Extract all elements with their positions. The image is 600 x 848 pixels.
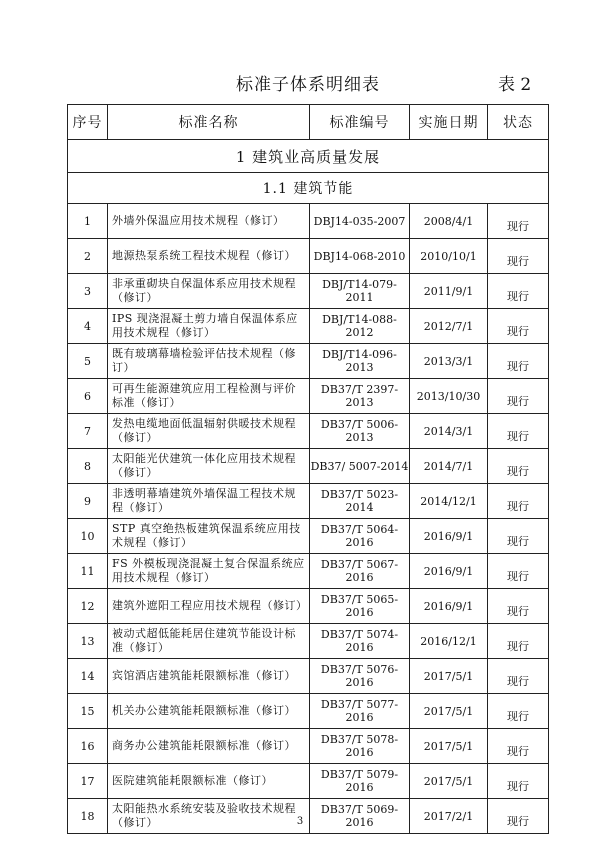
standard-name: 非承重砌块自保温体系应用技术规程（修订） (108, 274, 310, 309)
row-number: 15 (68, 694, 108, 729)
row-number: 6 (68, 379, 108, 414)
status: 现行 (488, 204, 549, 239)
effective-date: 2016/9/1 (410, 589, 488, 624)
effective-date: 2012/7/1 (410, 309, 488, 344)
effective-date: 2013/3/1 (410, 344, 488, 379)
standard-code: DB37/T 5069-2016 (310, 799, 410, 834)
status: 现行 (488, 484, 549, 519)
standard-code: DB37/T 5076-2016 (310, 659, 410, 694)
standard-name: 太阳能光伏建筑一体化应用技术规程（修订） (108, 449, 310, 484)
subsection-heading: 1.1 建筑节能 (68, 173, 549, 204)
effective-date: 2014/12/1 (410, 484, 488, 519)
standard-name: 非透明幕墙建筑外墙保温工程技术规程（修订） (108, 484, 310, 519)
effective-date: 2017/2/1 (410, 799, 488, 834)
status: 现行 (488, 449, 549, 484)
standard-code: DBJ14-035-2007 (310, 204, 410, 239)
standard-code: DB37/T 5079-2016 (310, 764, 410, 799)
column-header-code: 标准编号 (310, 105, 410, 140)
effective-date: 2016/9/1 (410, 519, 488, 554)
standard-name: 太阳能热水系统安装及验收技术规程（修订） (108, 799, 310, 834)
table-row (68, 344, 549, 379)
standard-code: DB37/T 5006-2013 (310, 414, 410, 449)
table-row (68, 554, 549, 589)
section-heading: 1 建筑业高质量发展 (68, 140, 549, 173)
effective-date: 2010/10/1 (410, 239, 488, 274)
standard-code: DB37/T 5078-2016 (310, 729, 410, 764)
status: 现行 (488, 624, 549, 659)
status: 现行 (488, 799, 549, 834)
table-row (68, 239, 549, 274)
section-row (68, 140, 549, 173)
table-row (68, 379, 549, 414)
status: 现行 (488, 764, 549, 799)
status: 现行 (488, 239, 549, 274)
status: 现行 (488, 309, 549, 344)
standard-code: DB37/ 5007-2014 (310, 449, 410, 484)
effective-date: 2017/5/1 (410, 729, 488, 764)
standard-code: DBJ/T14-079-2011 (310, 274, 410, 309)
standard-name: 机关办公建筑能耗限额标准（修订） (108, 694, 310, 729)
table-row (68, 274, 549, 309)
table-row (68, 624, 549, 659)
standard-name: 宾馆酒店建筑能耗限额标准（修订） (108, 659, 310, 694)
row-number: 14 (68, 659, 108, 694)
effective-date: 2014/3/1 (410, 414, 488, 449)
standard-name: 医院建筑能耗限额标准（修订） (108, 764, 310, 799)
table-title: 标准子体系明细表 (236, 75, 380, 95)
standard-code: DB37/T 5077-2016 (310, 694, 410, 729)
row-number: 3 (68, 274, 108, 309)
standard-name: IPS 现浇混凝土剪力墙自保温体系应用技术规程（修订） (108, 309, 310, 344)
row-number: 5 (68, 344, 108, 379)
row-number: 18 (68, 799, 108, 834)
effective-date: 2014/7/1 (410, 449, 488, 484)
row-number: 2 (68, 239, 108, 274)
standard-name: STP 真空绝热板建筑保温系统应用技术规程（修订） (108, 519, 310, 554)
status: 现行 (488, 694, 549, 729)
status: 现行 (488, 659, 549, 694)
row-number: 9 (68, 484, 108, 519)
effective-date: 2011/9/1 (410, 274, 488, 309)
subsection-row (68, 173, 549, 204)
effective-date: 2017/5/1 (410, 694, 488, 729)
status: 现行 (488, 589, 549, 624)
standard-code: DB37/T 5023-2014 (310, 484, 410, 519)
column-header-name: 标准名称 (108, 105, 310, 140)
column-header-status: 状态 (488, 105, 549, 140)
standard-code: DB37/T 5064-2016 (310, 519, 410, 554)
column-header-no: 序号 (68, 105, 108, 140)
standards-table (67, 104, 549, 834)
row-number: 13 (68, 624, 108, 659)
table-number: 表 2 (498, 75, 532, 95)
standard-name: 外墙外保温应用技术规程（修订） (108, 204, 310, 239)
effective-date: 2008/4/1 (410, 204, 488, 239)
status: 现行 (488, 274, 549, 309)
standard-name: 被动式超低能耗居住建筑节能设计标准（修订） (108, 624, 310, 659)
effective-date: 2017/5/1 (410, 764, 488, 799)
standard-code: DB37/T 2397-2013 (310, 379, 410, 414)
page-number: 3 (296, 816, 304, 827)
effective-date: 2017/5/1 (410, 659, 488, 694)
table-row (68, 764, 549, 799)
status: 现行 (488, 379, 549, 414)
effective-date: 2013/10/30 (410, 379, 488, 414)
table-header-row (68, 105, 549, 140)
row-number: 7 (68, 414, 108, 449)
table-row (68, 449, 549, 484)
standard-code: DBJ14-068-2010 (310, 239, 410, 274)
row-number: 16 (68, 729, 108, 764)
document-title (0, 70, 600, 94)
standard-code: DBJ/T14-088-2012 (310, 309, 410, 344)
standard-name: FS 外模板现浇混凝土复合保温系统应用技术规程（修订） (108, 554, 310, 589)
table-row (68, 414, 549, 449)
column-header-date: 实施日期 (410, 105, 488, 140)
status: 现行 (488, 414, 549, 449)
standard-code: DB37/T 5067-2016 (310, 554, 410, 589)
standard-name: 建筑外遮阳工程应用技术规程（修订） (108, 589, 310, 624)
status: 现行 (488, 554, 549, 589)
status: 现行 (488, 344, 549, 379)
standard-name: 商务办公建筑能耗限额标准（修订） (108, 729, 310, 764)
table-row (68, 519, 549, 554)
standard-name: 可再生能源建筑应用工程检测与评价标准（修订） (108, 379, 310, 414)
table-row (68, 309, 549, 344)
table-row (68, 484, 549, 519)
row-number: 11 (68, 554, 108, 589)
standard-code: DB37/T 5065-2016 (310, 589, 410, 624)
effective-date: 2016/12/1 (410, 624, 488, 659)
row-number: 1 (68, 204, 108, 239)
effective-date: 2016/9/1 (410, 554, 488, 589)
row-number: 4 (68, 309, 108, 344)
row-number: 8 (68, 449, 108, 484)
row-number: 12 (68, 589, 108, 624)
standard-name: 发热电缆地面低温辐射供暖技术规程（修订） (108, 414, 310, 449)
table-row (68, 589, 549, 624)
row-number: 10 (68, 519, 108, 554)
status: 现行 (488, 519, 549, 554)
standard-name: 既有玻璃幕墙检验评估技术规程（修订） (108, 344, 310, 379)
standard-name: 地源热泵系统工程技术规程（修订） (108, 239, 310, 274)
row-number: 17 (68, 764, 108, 799)
table-row (68, 204, 549, 239)
table-row (68, 729, 549, 764)
standard-code: DB37/T 5074-2016 (310, 624, 410, 659)
table-row (68, 659, 549, 694)
status: 现行 (488, 729, 549, 764)
standard-code: DBJ/T14-096-2013 (310, 344, 410, 379)
table-row (68, 694, 549, 729)
